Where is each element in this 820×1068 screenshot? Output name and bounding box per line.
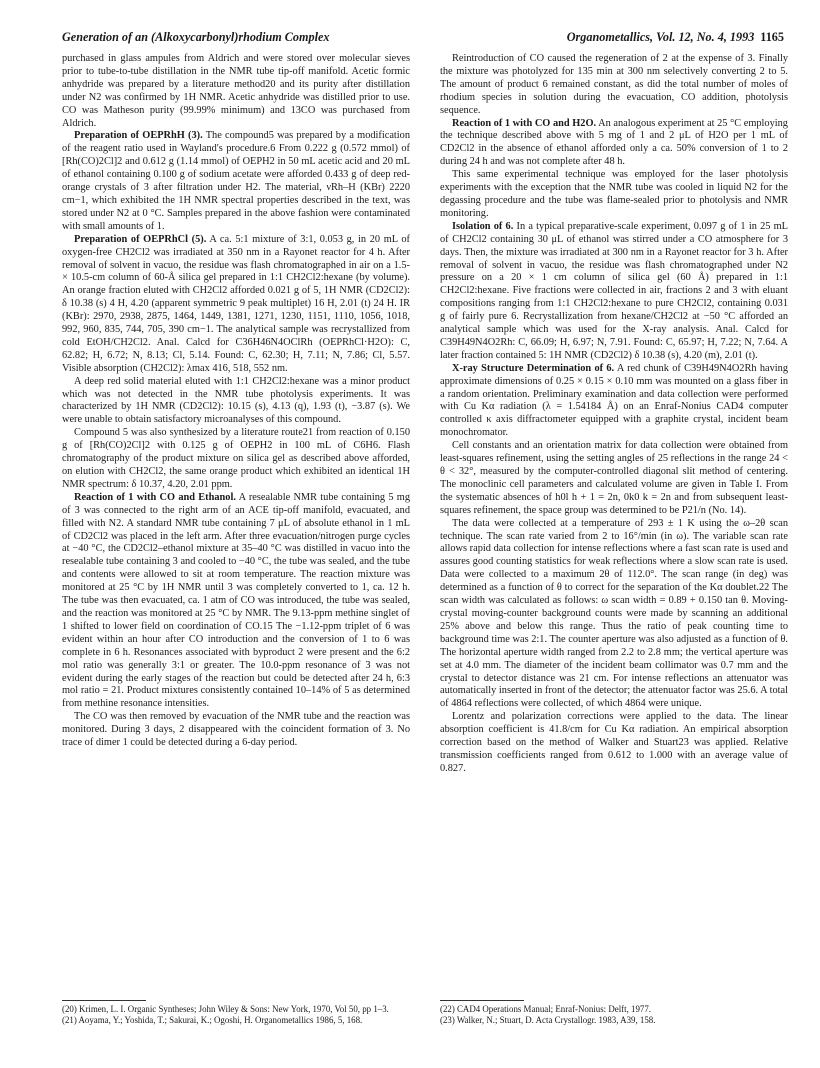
paragraph-text: The compound5 was prepared by a modification of the reagent ratio used in Wayland's procedure.6 From 0.222 g (0.572 mmol) of [Rh(CO)2Cl]2 and 0.612 g (1.14 mmol) of OEPH2 in 50 mL acetic acid and 20 mL of ethanol containing 0.100 g of sodium acetate were afforded 0.433 g of deep red-orange crystals of 3 after filtration under H2. The material, νRh–H (KBr) 2220 cm−1, which exhibited the 1H NMR spectral properties described in the text, was stored under N2 at 0 °C. Samples prepared in the above fashion were contaminated with small amounts of 1. <box>62 130 411 232</box>
journal-name: Organometallics, Vol. 12, No. 4, 1993 <box>566 30 755 44</box>
paragraph-text: In a typical preparative-scale experiment, 0.097 g of 1 in 25 mL of CH2Cl2 containing 30 μL of ethanol was stirred under a CO atmosphere for 3 days. Then, the mixture was irradiated at 300 nm in a Rayonet reactor for 3 h. After removal of solvent in vacuo, the residue was flash chromatographed under N2 pressure on a 20 × 1 cm column of silica gel (60 Å) prepared in 1:1 CH2Cl2:hexane. Five fractions were collected in air, fractions 2 and 3 with eluant compositions ranging from 1:1 CH2Cl2:hexane to pure CH2Cl2, containing 0.031 g of fairly pure 6. Recrystallization from hexane/CH2Cl2 at −50 °C afforded an analytical sample which was used for the X-ray analysis. Anal. Calcd for C39H49N4O2Rh: C, 66.09; H, 6.97; N, 7.91. Found: C, 65.97; H, 7.22; N, 7.64. A later fraction contained 5: 1H NMR (CD2Cl2) δ 10.38 (s), 4.20 (m), 2.01 (t). <box>440 220 789 361</box>
paragraph-text: An analogous experiment at 25 °C employing the technique described above with 5 mg of 1 and 2 μL of H2O per 1 mL of CD2Cl2 in the absence of ethanol afforded only a ca. 50% conversion of 1 to 2 during 24 h and was not complete after 48 h. <box>440 117 788 168</box>
paragraph <box>440 221 788 363</box>
paragraph-text: Reintroduction of CO caused the regeneration of 2 at the expense of 3. Finally the mixture was photolyzed for 135 min at 300 nm selectively converting 2 to 5. The amount of product 6 remained constant, as did the total number of moles of rhodium species in solution during the evacuation, CO addition, photolysis sequence. <box>440 53 788 116</box>
paragraph <box>440 518 788 712</box>
paragraph <box>62 376 410 428</box>
paragraph <box>440 169 788 221</box>
article-short-title: Generation of an (Alkoxycarbonyl)rhodium Complex <box>62 30 330 44</box>
paragraph <box>440 53 788 118</box>
footnote: (22) CAD4 Operations Manual; Enraf-Nonius: Delft, 1977. <box>440 1004 651 1014</box>
paragraph <box>62 711 410 750</box>
run-in-heading: Reaction of 1 with CO and Ethanol. <box>74 491 236 503</box>
paragraph-text: A red chunk of C39H49N4O2Rh having approximate dimensions of 0.25 × 0.15 × 0.10 mm was mounted on a glass fiber in a random orientation. Preliminary examination and data collection were performed with Cu Kα radiation (λ = 1.54184 Å) on an Enraf-Nonius CAD4 computer controlled κ axis diffractometer equipped with a graphite crystal, incident beam monochromator. <box>440 362 788 439</box>
paragraph <box>62 492 410 711</box>
paragraph-text: A deep red solid material eluted with 1:1 CH2Cl2:hexane was a minor product which was not detected in the NMR tube photolysis experiments. It was characterized by 1H NMR (CD2Cl2): 10.15 (s), 4.13 (q), 1.93 (t), −3.87 (s). We were unable to obtain satisfactory microanalyses of this compound. <box>62 375 410 426</box>
paragraph-text: Compound 5 was also synthesized by a literature route21 from reaction of 0.150 g of [Rh(CO)2Cl]2 with 0.125 g of OEPH2 in 100 mL of C6H6. Flash chromatography of the product mixture on silica gel as described above afforded, on elution with CH2Cl2, the same orange product which exhibited an identical 1H NMR spectrum: δ 10.37, 4.20, 2.01 ppm. <box>62 427 410 490</box>
paragraph <box>62 234 410 376</box>
paragraph <box>62 427 410 492</box>
running-head <box>62 30 784 46</box>
run-in-heading: Reaction of 1 with CO and H2O. <box>452 117 597 129</box>
run-in-heading: X-ray Structure Determination of 6. <box>452 362 615 374</box>
footnote: (23) Walker, N.; Stuart, D. Acta Crystallogr. 1983, A39, 158. <box>440 1015 656 1025</box>
page-number: 1165 <box>760 30 784 44</box>
right-column <box>440 53 788 776</box>
paragraph <box>440 118 788 170</box>
paragraph-text: A ca. 5:1 mixture of 3:1, 0.053 g, in 20 mL of oxygen-free CH2Cl2 was irradiated at 350 nm in a Rayonet reactor for 4 h. After removal of solvent in vacuo, the residue was flash chromatographed in air on a 1.5- × 10.5-cm column of 60-Å silica gel prepared in 1:1 CH2Cl2:hexane (by volume). An orange fraction eluted with CH2Cl2 afforded 0.021 g of 5, 1H NMR (CD2Cl2): δ 10.38 (s) 4 H, 4.20 (apparent symmetric 9 peak multiplet) 16 H, 2.01 (t) 24 H. IR (KBr): 2970, 2938, 2875, 1464, 1449, 1381, 1271, 1230, 1151, 1110, 1056, 1018, 992, 960, 835, 744, 705, 390 cm−1. The analytical sample was recrystallized from cold EtOH/CH2Cl2. Anal. Calcd for C36H46N4OClRh (OEPRhCl·H2O): C, 62.82; H, 6.72; N, 8.13; Cl, 5.14. Found: C, 62.30; H, 7.11; N, 7.86; Cl, 5.57. Visible absorption (CH2Cl2): λmax 416, 518, 552 nm. <box>62 233 410 374</box>
footnote: (20) Krimen, L. I. Organic Syntheses; John Wiley & Sons: New York, 1970, Vol 50, pp 1–3. <box>62 1004 389 1014</box>
footnote: (21) Aoyama, Y.; Yoshida, T.; Sakurai, K.; Ogoshi, H. Organometallics 1986, 5, 168. <box>62 1015 363 1025</box>
paragraph-text: Cell constants and an orientation matrix for data collection were obtained from least-squares refinement, using the setting angles of 25 reflections in the range 24 < θ < 32°, measured by the computer-controlled diagonal slit method of centering. The monoclinic cell parameters and calculated volume are given in Table I. From the systematic absences of h0l h + 1 = 2n, 0k0 k = 2n and from subsequent least-squares refinement, the space group was determined to be P21/n (No. 14). <box>440 440 788 516</box>
paragraph-text: The data were collected at a temperature of 293 ± 1 K using the ω–2θ scan technique. The scan rate varied from 2 to 16°/min (in ω). The variable scan rate allows rapid data collection for intense reflections where a fast scan rate is used and assures good counting statistics for weak reflections where a slow scan rate is used. Data were collected to a maximum 2θ of 112.0°. The scan range (in deg) was determined as a function of θ to correct for the separation of the Kα doublet.22 The scan width was calculated as follows: ω scan width = 0.89 + 0.150 tan θ. Moving-crystal moving-counter background counts were made by scanning an additional 25% above and below this range. Thus the ratio of peak counting time to background time was 2:1. The counter aperture was also adjusted as a function of θ. The horizontal aperture width ranged from 2.2 to 2.8 mm; the vertical aperture was set at 4.0 mm. The diameter of the incident beam collimator was 0.7 mm and the crystal to detector distance was 21 cm. For intense reflections an attenuator was automatically inserted in front of the detector; the attenuator factor was 25.6. A total of 4864 reflections were collected, of which 4864 were unique. <box>440 517 788 710</box>
paragraph-text: Lorentz and polarization corrections were applied to the data. The linear absorption coefficient is 41.8/cm for Cu Kα radiation. An empirical absorption correction based on the method of Walker and Stuart23 was applied. Relative transmission coefficients ranged from 0.612 to 1.000 with an average value of 0.827. <box>440 711 788 774</box>
journal-citation <box>567 30 784 45</box>
paragraph <box>440 363 788 440</box>
footnote-rule <box>62 1000 146 1001</box>
paragraph <box>62 130 410 233</box>
paragraph-text: purchased in glass ampules from Aldrich and were stored over molecular sieves prior to tube-to-tube distillation in the NMR tube tip-off manifold. Acetic formic anhydride was prepared by a literature method20 and its purity after distillation under N2 was confirmed by 1H NMR. Acetic anhydride was distilled prior to use. CO was Matheson purity (99.99% minimum) and 13CO was purchased from Aldrich. <box>62 53 410 129</box>
run-in-heading: Preparation of OEPRhCl (5). <box>74 233 207 245</box>
paragraph-text: A resealable NMR tube containing 5 mg of 3 was connected to the right arm of an ACE tip-off manifold, evacuated, and filled with N2. A standard NMR tube containing 7 μL of absolute ethanol in 1 mL of CD2Cl2 was placed in the left arm. After three evacuation/nitrogen purge cycles at −40 °C, the CD2Cl2–ethanol mixture at 35–40 °C was distilled in vacuo into the resealable tube containing 3 and cooled to −40 °C, the tube was sealed, and the tube and contents were allowed to sit at room temperature. The reaction mixture was monitored at 25 °C by 1H NMR until 3 was completely converted to 1, ca. 12 h. The tube was then evacuated, ca. 1 atm of CO was introduced, the tube was sealed, and the reaction was monitored at 25 °C by NMR. The 9.13-ppm methine singlet of 1 shifted to lower field on coordination of CO.15 The −1.12-ppm triplet of 6 was evident within an hour after CO introduction and the conversion of 1 to 6 was complete in 6 h. Resonances associated with byproduct 2 were present and the 6:2 mol ratio was generally 3:1 or greater. The 10.0-ppm resonance of 3 was not evident during the early stages of the reaction but could be detected after 24 h, 6:3 mol ratio = 21. Product mixtures consistently contained 10–14% of 5 as determined from methine resonance intensities. <box>62 491 411 710</box>
paragraph <box>440 440 788 517</box>
paragraph <box>62 53 410 130</box>
paragraph-text: This same experimental technique was employed for the laser photolysis experiments with the exception that the NMR tube was cooled in liquid N2 for the degassing procedure and the tube was flame-sealed prior to photolysis and NMR monitoring. <box>440 169 788 219</box>
paragraph <box>440 711 788 776</box>
footnotes-right <box>440 1000 788 1026</box>
footnotes-left <box>62 1000 410 1026</box>
run-in-heading: Isolation of 6. <box>452 220 514 232</box>
footnote-rule <box>440 1000 524 1001</box>
paragraph-text: The CO was then removed by evacuation of the NMR tube and the reaction was monitored. During 3 days, 2 disappeared with the coincident formation of 3. No trace of dimer 1 could be detected during a 6-day period. <box>62 711 410 749</box>
run-in-heading: Preparation of OEPRhH (3). <box>74 130 203 142</box>
left-column <box>62 53 410 750</box>
